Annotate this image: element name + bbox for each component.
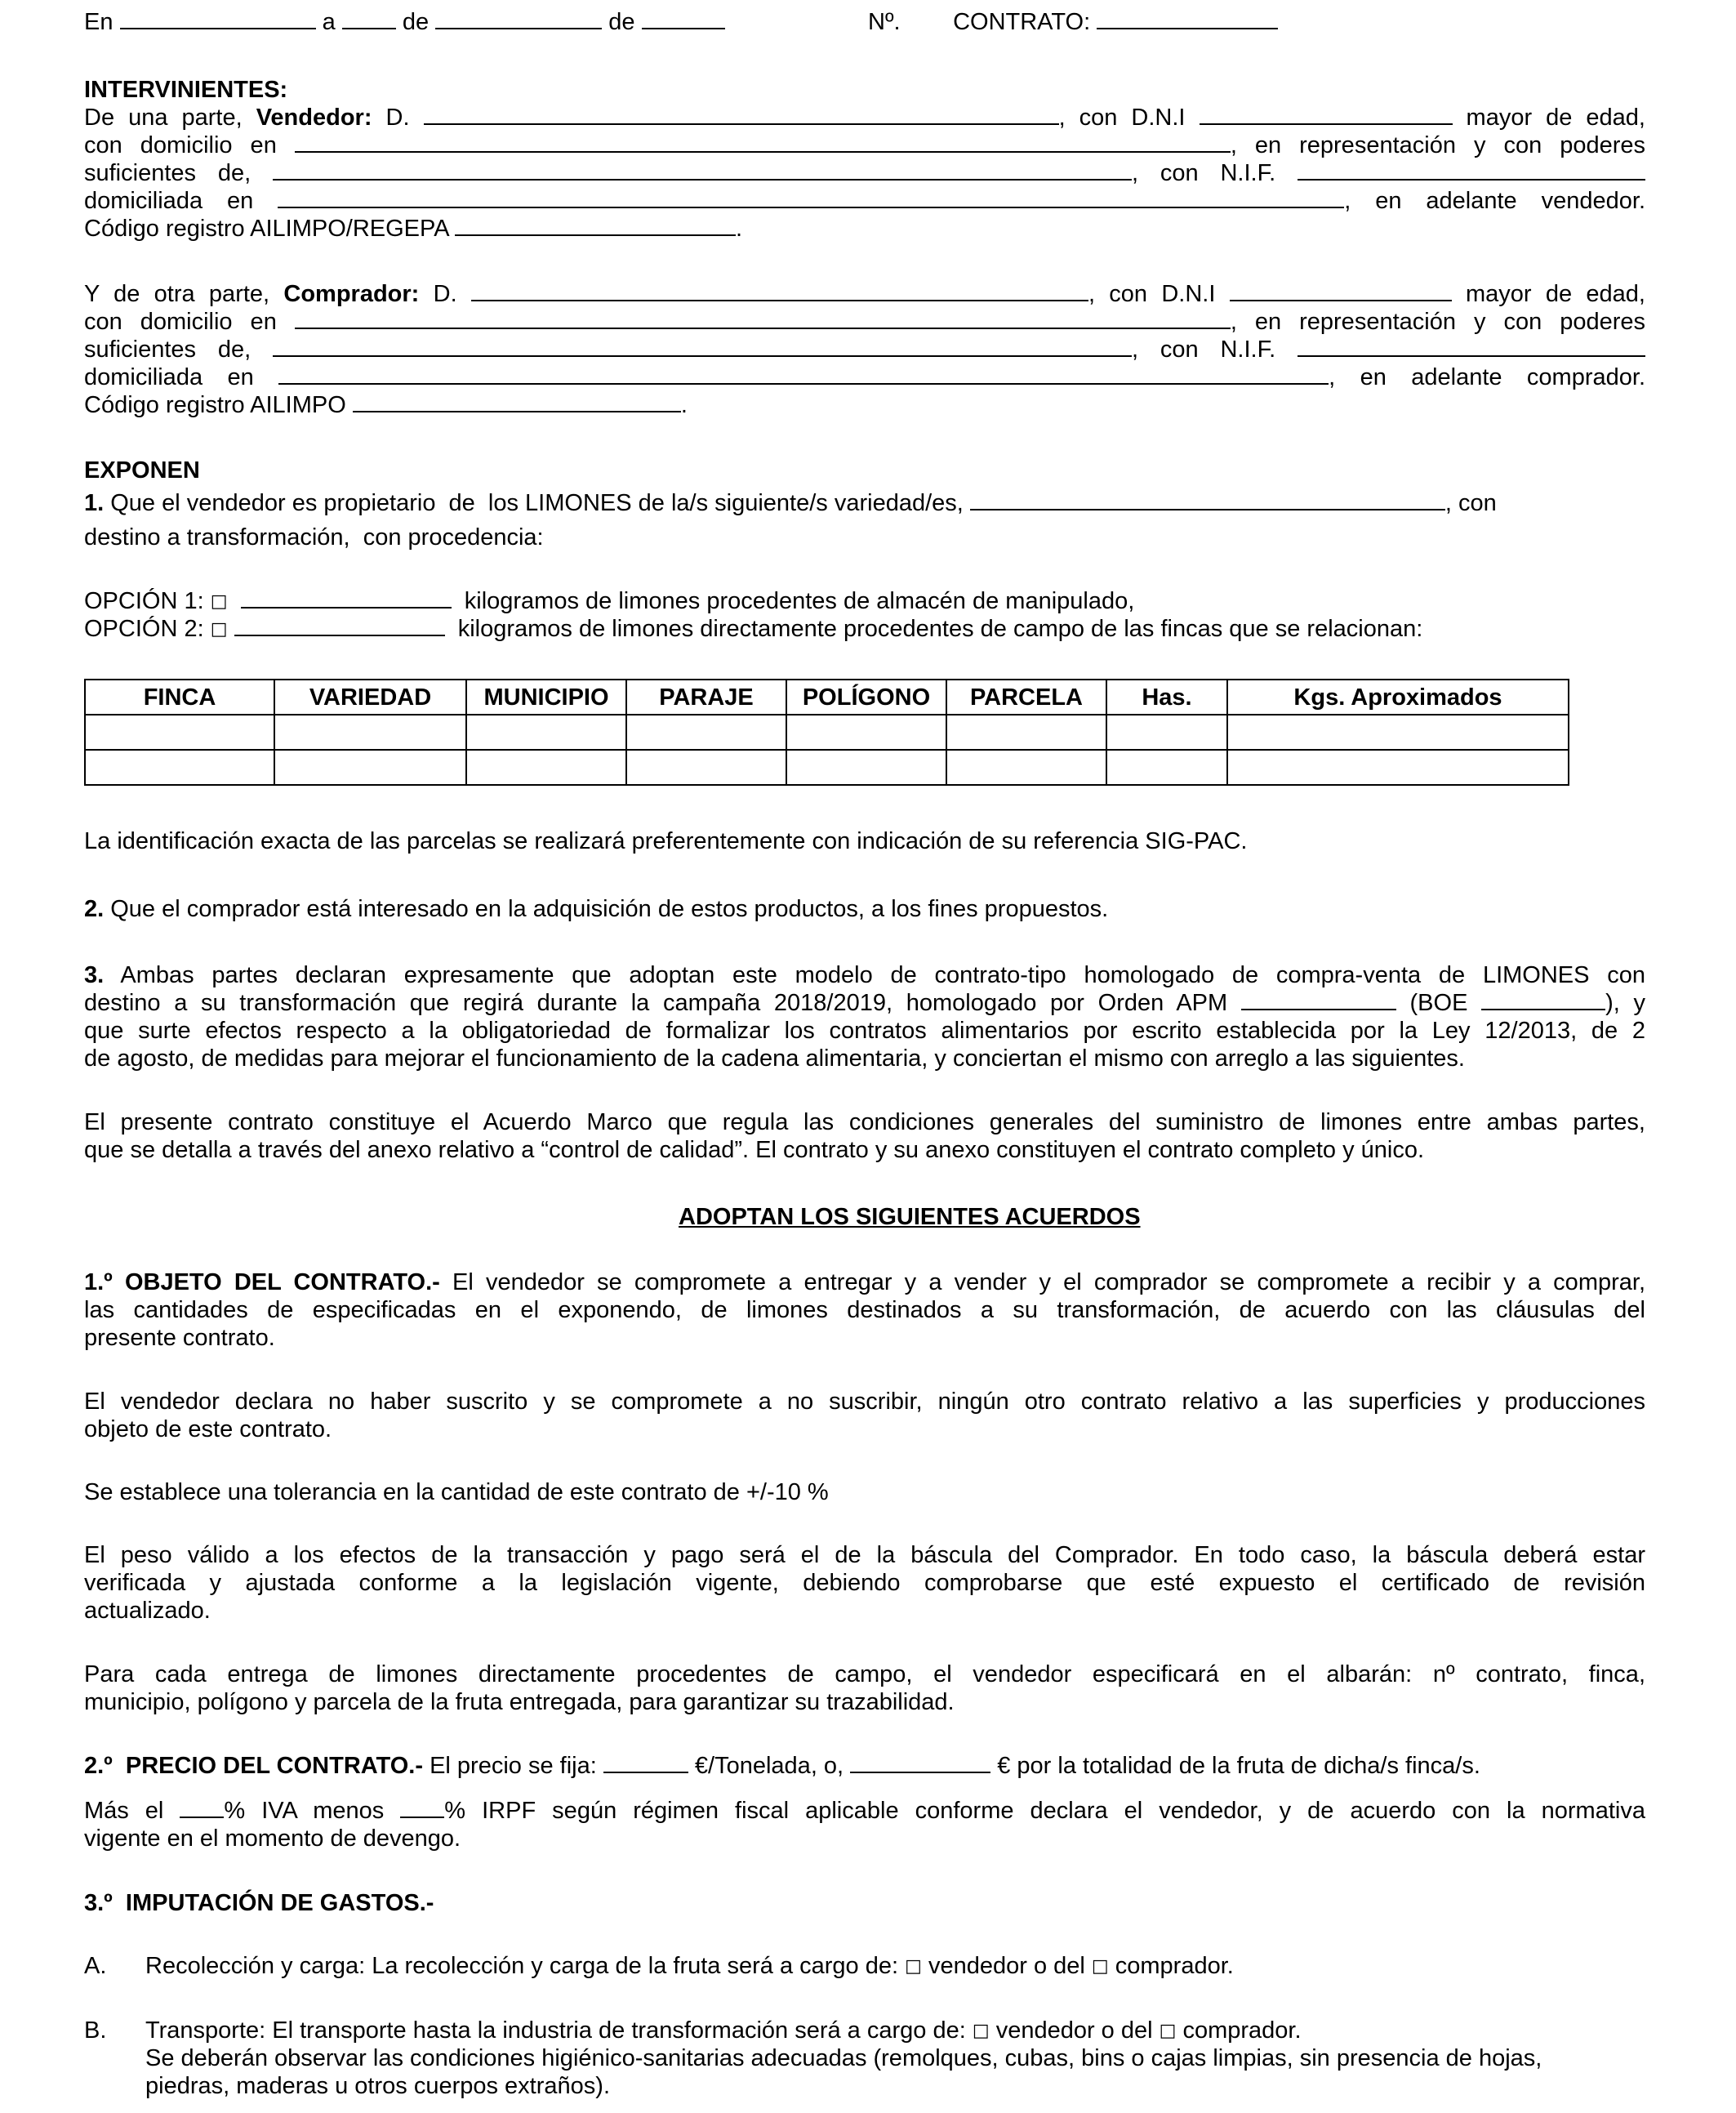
- table-cell[interactable]: [466, 750, 626, 785]
- opcion-1: OPCIÓN 1: □ kilogramos de limones procedentes de almacén de manipulado,: [84, 588, 1135, 614]
- s1-p2-line-1: El vendedor declara no haber suscrito y se compromete a no suscribir, ningún otro contrato relativo a las superficies y producciones: [84, 1389, 1645, 1415]
- contract-number: [868, 8, 1278, 36]
- th-variedad: VARIEDAD: [274, 680, 466, 715]
- comprador-line-1: Y de otra parte, Comprador: D. , con D.N.I mayor de edad,: [84, 281, 1645, 307]
- exponen-p3-line-3: que surte efectos respecto a la obligatoriedad de formalizar los contratos alimentarios por escrito establecida por la Ley 12/2013, de 2: [84, 1018, 1645, 1044]
- exponen-p2: 2. Que el comprador está interesado en la adquisición de estos productos, a los fines propuestos.: [84, 896, 1109, 922]
- table-row: [85, 715, 1569, 750]
- th-has: Has.: [1106, 680, 1227, 715]
- s3-title: 3.º IMPUTACIÓN DE GASTOS.-: [84, 1890, 434, 1916]
- s1-p4-line-1: El peso válido a los efectos de la transacción y pago será el de la báscula del Comprador. En todo caso, la báscula deberá estar: [84, 1542, 1645, 1568]
- s1-p2-line-2: objeto de este contrato.: [84, 1416, 332, 1442]
- item-b-letter: B.: [84, 2017, 107, 2044]
- vendedor-line-3: suficientes de, , con N.I.F.: [84, 159, 1645, 187]
- blank-comprador-domicilio[interactable]: [295, 310, 1231, 329]
- header-de2: de: [608, 9, 635, 35]
- vendedor-line-4: domiciliada en , en adelante vendedor.: [84, 188, 1646, 214]
- th-municipio: MUNICIPIO: [466, 680, 626, 715]
- s1-p5-line-2: municipio, polígono y parcela de la fruta entregada, para garantizar su trazabilidad.: [84, 1689, 955, 1715]
- s1-line-3: presente contrato.: [84, 1325, 275, 1351]
- table-cell[interactable]: [85, 750, 274, 785]
- acuerdo-marco-line-2: que se detalla a través del anexo relativo a “control de calidad”. El contrato y su anexo constituyen el contrato completo y único.: [84, 1137, 1425, 1163]
- vendedor-line-2: con domicilio en , en representación y con poderes: [84, 132, 1645, 158]
- blank-vendedor-nif[interactable]: [1298, 161, 1645, 181]
- blank-orden-apm[interactable]: [1241, 991, 1396, 1010]
- header-a: a: [322, 9, 336, 35]
- blank-comprador-domiciliada[interactable]: [278, 365, 1329, 385]
- table-cell[interactable]: [1106, 715, 1227, 750]
- fincas-table: [84, 679, 1569, 786]
- vendedor-line-1: De una parte, Vendedor: D. , con D.N.I mayor de edad,: [84, 105, 1645, 131]
- header-line: [84, 8, 725, 36]
- s1-line-1: 1.º OBJETO DEL CONTRATO.- El vendedor se compromete a entregar y a vender y el comprador se compromete a recibir y a comprar,: [84, 1269, 1646, 1295]
- table-cell[interactable]: [626, 715, 786, 750]
- table-cell[interactable]: [85, 715, 274, 750]
- exponen-title: EXPONEN: [84, 457, 200, 484]
- blank-iva[interactable]: [180, 1799, 224, 1818]
- comprador-line-4: domiciliada en , en adelante comprador.: [84, 364, 1645, 390]
- th-paraje: PARAJE: [626, 680, 786, 715]
- header-en: En: [84, 9, 114, 35]
- table-cell[interactable]: [466, 715, 626, 750]
- blank-opcion-2-kg[interactable]: [234, 617, 445, 636]
- comprador-line-2: con domicilio en , en representación y con poderes: [84, 309, 1645, 335]
- blank-precio-total[interactable]: [850, 1754, 990, 1773]
- exponen-p1-line-1: 1. Que el vendedor es propietario de los LIMONES de la/s siguiente/s variedad/es, , con: [84, 490, 1497, 516]
- blank-opcion-1-kg[interactable]: [241, 589, 452, 608]
- blank-contract-number[interactable]: [1097, 10, 1278, 29]
- comprador-line-3: suficientes de, , con N.I.F.: [84, 336, 1645, 363]
- s1-line-2: las cantidades de especificadas en el exponendo, de limones destinados a su transformación, de acuerdo con las cláusulas del: [84, 1297, 1645, 1323]
- sigpac-note: La identificación exacta de las parcelas se realizará preferentemente con indicación de su referencia SIG-PAC.: [84, 828, 1248, 854]
- header-contrato: CONTRATO:: [953, 9, 1091, 35]
- blank-city[interactable]: [120, 10, 316, 29]
- blank-comprador-registro[interactable]: [353, 393, 681, 412]
- exponen-p3-line-2: destino a su transformación que regirá durante la campaña 2018/2019, homologado por Orden APM (BOE ), y: [84, 990, 1646, 1016]
- blank-vendedor-domiciliada[interactable]: [278, 189, 1344, 208]
- item-b-line-2: Se deberán observar las condiciones higiénico-sanitarias adecuadas (remolques, cubas, bins o cajas limpias, sin presencia de hojas,: [145, 2045, 1542, 2071]
- blank-comprador-dni[interactable]: [1230, 282, 1452, 301]
- table-header-row: [85, 680, 1569, 715]
- table-cell[interactable]: [786, 715, 946, 750]
- blank-vendedor-dni[interactable]: [1200, 105, 1453, 125]
- s2-p2-line-2: vigente en el momento de devengo.: [84, 1825, 461, 1852]
- item-b-line-3: piedras, maderas u otros cuerpos extraños).: [145, 2073, 610, 2099]
- s1-p4-line-2: verificada y ajustada conforme a la legislación vigente, debiendo comprobarse que esté expuesto el certificado de revisión: [84, 1570, 1645, 1596]
- blank-vendedor-domicilio[interactable]: [295, 133, 1231, 153]
- blank-month[interactable]: [435, 10, 602, 29]
- item-a-text: Recolección y carga: La recolección y carga de la fruta será a cargo de: □ vendedor o del □ comprador.: [145, 1953, 1234, 1979]
- table-cell[interactable]: [1227, 715, 1569, 750]
- blank-vendedor-registro[interactable]: [455, 216, 736, 236]
- s2-line-1: 2.º PRECIO DEL CONTRATO.- El precio se fija: €/Tonelada, o, € por la totalidad de la fruta de dicha/s finca/s.: [84, 1753, 1480, 1779]
- th-parcela: PARCELA: [946, 680, 1106, 715]
- acuerdos-title: ADOPTAN LOS SIGUIENTES ACUERDOS: [679, 1204, 1141, 1230]
- table-cell[interactable]: [1106, 750, 1227, 785]
- table-cell[interactable]: [1227, 750, 1569, 785]
- blank-comprador-empresa[interactable]: [273, 337, 1132, 357]
- blank-vendedor-name[interactable]: [424, 105, 1059, 125]
- s1-p5-line-1: Para cada entrega de limones directamente procedentes de campo, el vendedor especificará en el albarán: nº contrato, finca,: [84, 1661, 1645, 1687]
- opcion-2-checkbox[interactable]: □: [210, 619, 228, 640]
- opcion-1-checkbox[interactable]: □: [210, 591, 228, 612]
- exponen-p3-line-1: 3. Ambas partes declaran expresamente que adoptan este modelo de contrato-tipo homologado de compra-venta de LIMONES con: [84, 962, 1645, 988]
- item-b-text: Transporte: El transporte hasta la industria de transformación será a cargo de: □ vendedor o del □ comprador.: [145, 2017, 1302, 2044]
- table-cell[interactable]: [786, 750, 946, 785]
- table-cell[interactable]: [626, 750, 786, 785]
- th-poligono: POLÍGONO: [786, 680, 946, 715]
- blank-irpf[interactable]: [400, 1799, 444, 1818]
- table-row: [85, 750, 1569, 785]
- blank-comprador-nif[interactable]: [1298, 337, 1645, 357]
- s1-p3: Se establece una tolerancia en la cantidad de este contrato de +/-10 %: [84, 1479, 829, 1505]
- recoleccion-comprador-checkbox[interactable]: □: [1091, 1956, 1109, 1977]
- acuerdo-marco-line-1: El presente contrato constituye el Acuerdo Marco que regula las condiciones generales del suministro de limones entre ambas partes,: [84, 1109, 1645, 1135]
- opcion-2: OPCIÓN 2: □ kilogramos de limones directamente procedentes de campo de las fincas que se relacionan:: [84, 616, 1423, 642]
- exponen-p1-line-2: destino a transformación, con procedencia:: [84, 524, 544, 551]
- blank-variedades[interactable]: [970, 491, 1445, 510]
- transporte-comprador-checkbox[interactable]: □: [1159, 2021, 1177, 2041]
- recoleccion-vendedor-checkbox[interactable]: □: [905, 1956, 922, 1977]
- th-finca: FINCA: [85, 680, 274, 715]
- table-cell[interactable]: [274, 750, 466, 785]
- table-cell[interactable]: [274, 715, 466, 750]
- transporte-vendedor-checkbox[interactable]: □: [972, 2021, 990, 2041]
- header-num: Nº.: [868, 9, 901, 35]
- table-cell[interactable]: [946, 750, 1106, 785]
- header-de1: de: [402, 9, 430, 35]
- exponen-p3-line-4: de agosto, de medidas para mejorar el funcionamiento de la cadena alimentaria, y conciertan el mismo con arreglo a las siguientes.: [84, 1045, 1465, 1072]
- blank-comprador-name[interactable]: [471, 282, 1088, 301]
- table-cell[interactable]: [946, 715, 1106, 750]
- item-a-letter: A.: [84, 1953, 107, 1979]
- blank-vendedor-empresa[interactable]: [273, 161, 1132, 181]
- blank-boe[interactable]: [1481, 991, 1605, 1010]
- blank-day[interactable]: [342, 10, 396, 29]
- vendedor-line-5: Código registro AILIMPO/REGEPA .: [84, 216, 743, 242]
- s2-p2-line-1: Más el % IVA menos % IRPF según régimen fiscal aplicable conforme declara el vendedor, y de acuerdo con la normativa: [84, 1798, 1645, 1824]
- th-kgs: Kgs. Aproximados: [1227, 680, 1569, 715]
- comprador-line-5: Código registro AILIMPO .: [84, 392, 688, 418]
- intervinientes-title: INTERVINIENTES:: [84, 77, 288, 103]
- blank-year[interactable]: [642, 10, 725, 29]
- blank-precio-tonelada[interactable]: [603, 1754, 688, 1773]
- s1-p4-line-3: actualizado.: [84, 1598, 211, 1624]
